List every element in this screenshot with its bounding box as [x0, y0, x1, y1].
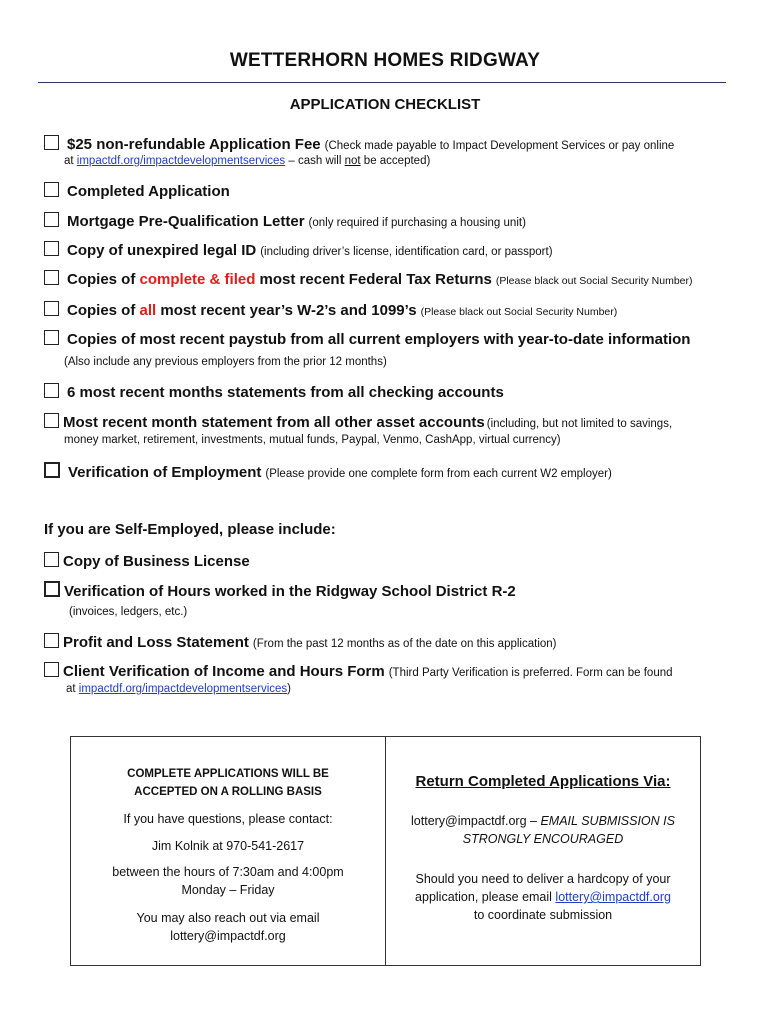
text: You may also reach out via email	[136, 911, 320, 925]
hardcopy-email-link[interactable]: lottery@impactdf.org	[555, 890, 671, 904]
item-label: Verification of Hours worked in the Ridgway School District R-2	[64, 583, 516, 600]
impactdf-link[interactable]: impactdf.org/impactdevelopmentservices	[78, 683, 288, 695]
email-contact	[71, 909, 385, 945]
return-email-line	[386, 812, 700, 848]
text: at	[66, 683, 79, 695]
return-email[interactable]: lottery@impactdf.org	[411, 814, 527, 828]
text: at	[64, 155, 77, 167]
checkbox[interactable]	[44, 552, 59, 567]
rolling-basis-notice	[71, 765, 385, 801]
item-label	[67, 271, 492, 288]
checklist-item-mortgage	[44, 211, 526, 230]
self-employed-heading: If you are Self-Employed, please include:	[44, 521, 336, 538]
checklist-item-tax-returns	[44, 269, 693, 288]
text: )	[287, 683, 292, 695]
checkbox[interactable]	[44, 241, 59, 256]
questions-text: If you have questions, please contact:	[123, 812, 333, 826]
text: Copies of	[67, 302, 140, 319]
item-note: (Please black out Social Security Number)	[420, 306, 618, 318]
hardcopy-instructions	[386, 870, 700, 924]
contact-info-column	[71, 737, 386, 965]
checkbox[interactable]	[44, 413, 59, 428]
text: – EMAIL SUBMISSION IS	[530, 814, 675, 828]
text: Monday – Friday	[181, 883, 275, 897]
return-info-column	[386, 737, 700, 965]
item-label: Mortgage Pre-Qualification Letter	[67, 213, 305, 230]
text: COMPLETE APPLICATIONS WILL BE	[127, 768, 329, 780]
text: to coordinate submission	[473, 908, 613, 922]
item-note: (From the past 12 months as of the date on this application)	[252, 638, 557, 650]
title-divider	[38, 82, 726, 83]
checkbox[interactable]	[44, 135, 59, 150]
checklist-item-completed-application	[44, 181, 230, 200]
checklist-item-checking	[44, 382, 504, 401]
checklist-item-w2	[44, 300, 617, 319]
text: Copies of	[67, 271, 140, 288]
self-employed-item-hours	[44, 580, 516, 600]
checklist-item-assets	[44, 412, 672, 431]
item-note: (including, but not limited to savings,	[486, 418, 673, 430]
text: application, please email	[415, 890, 556, 904]
item-label: Profit and Loss Statement	[63, 634, 249, 651]
page-subtitle: APPLICATION CHECKLIST	[289, 96, 481, 113]
checkbox[interactable]	[44, 182, 59, 197]
emphasis-text: complete & filed	[139, 271, 256, 288]
checkbox[interactable]	[44, 633, 59, 648]
item-label: Copies of most recent paystub from all current employers with year-to-date information	[67, 331, 691, 348]
item-note: (Check made payable to Impact Development Services or pay online	[324, 140, 675, 152]
text: between the hours of 7:30am and 4:00pm	[112, 865, 344, 879]
item-label: 6 most recent months statements from all checking accounts	[67, 384, 504, 401]
checklist-item-employment	[44, 461, 612, 481]
checkbox[interactable]	[44, 212, 59, 227]
text: not	[344, 155, 361, 167]
checkbox[interactable]	[44, 462, 60, 478]
item-label: Copy of unexpired legal ID	[67, 242, 257, 259]
return-heading: Return Completed Applications Via:	[415, 773, 671, 790]
paystub-note: (Also include any previous employers from the prior 12 months)	[64, 356, 387, 368]
checkbox[interactable]	[44, 301, 59, 316]
text: – cash will	[285, 155, 345, 167]
checklist-item-fee	[44, 134, 674, 153]
checkbox[interactable]	[44, 662, 59, 677]
item-label: Most recent month statement from all other asset accounts	[63, 414, 485, 431]
item-label	[67, 302, 417, 319]
text: most recent Federal Tax Returns	[255, 271, 492, 288]
assets-note-line2: money market, retirement, investments, mutual funds, Paypal, Venmo, CashApp, virtual currency)	[64, 434, 561, 446]
contact-email[interactable]: lottery@impactdf.org	[170, 929, 286, 943]
text: STRONGLY ENCOURAGED	[462, 832, 624, 846]
contact-person: Jim Kolnik at 970-541-2617	[151, 839, 305, 853]
item-note: (Please black out Social Security Number)	[495, 275, 693, 287]
checkbox[interactable]	[44, 270, 59, 285]
item-note: (including driver’s license, identification card, or passport)	[260, 246, 553, 258]
contact-box	[70, 736, 701, 966]
fee-note-line2	[64, 155, 430, 167]
checklist-item-paystub	[44, 329, 690, 348]
checkbox[interactable]	[44, 383, 59, 398]
self-employed-item-profit-loss	[44, 632, 557, 651]
item-note: (only required if purchasing a housing unit)	[308, 217, 526, 229]
self-employed-item-client-verification	[44, 661, 673, 680]
checkbox[interactable]	[44, 330, 59, 345]
item-label: Copy of Business License	[63, 553, 250, 570]
item-label: Completed Application	[67, 183, 230, 200]
text: Should you need to deliver a hardcopy of your	[415, 872, 671, 886]
text: be accepted)	[360, 155, 431, 167]
item-label: Client Verification of Income and Hours Form	[63, 663, 385, 680]
page-title: WETTERHORN HOMES RIDGWAY	[229, 50, 541, 71]
item-note: (Please provide one complete form from each current W2 employer)	[265, 468, 612, 480]
checklist-item-legal-id	[44, 240, 553, 259]
self-employed-item-license	[44, 551, 250, 570]
impactdf-link[interactable]: impactdf.org/impactdevelopmentservices	[76, 155, 286, 167]
emphasis-text: all	[139, 302, 157, 319]
text: ACCEPTED ON A ROLLING BASIS	[134, 786, 322, 798]
item-label: $25 non-refundable Application Fee	[67, 136, 321, 153]
hours-note: (invoices, ledgers, etc.)	[69, 606, 188, 618]
checkbox[interactable]	[44, 581, 60, 597]
contact-hours	[71, 863, 385, 899]
item-label: Verification of Employment	[68, 464, 262, 481]
item-note: (Third Party Verification is preferred. Form can be found	[388, 667, 673, 679]
text: most recent year’s W-2’s and 1099’s	[156, 302, 417, 319]
client-note-line2	[66, 683, 291, 695]
